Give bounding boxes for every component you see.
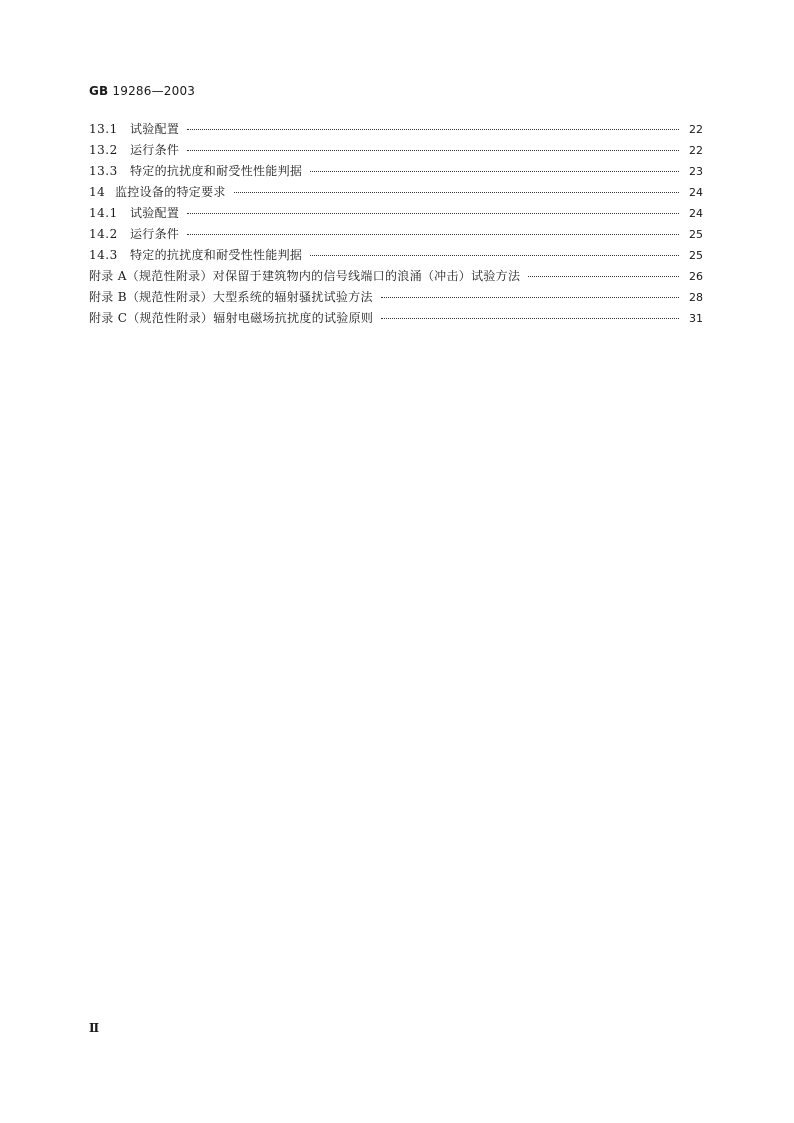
toc-entry[interactable]	[89, 140, 703, 161]
toc-entry[interactable]	[89, 161, 703, 182]
dot-leader	[234, 192, 679, 193]
toc-entry-page: 24	[689, 207, 703, 220]
toc-entry[interactable]	[89, 245, 703, 266]
toc-entry[interactable]	[89, 203, 703, 224]
standard-number: 19286—2003	[112, 84, 196, 98]
toc-entry-page: 28	[689, 291, 703, 304]
dot-leader	[187, 150, 679, 151]
toc-entry-page: 25	[689, 249, 703, 262]
toc-entry-number: 13.1	[89, 122, 118, 136]
toc-entry-page: 22	[689, 144, 703, 157]
toc-entry-title: 附录 B（规范性附录）大型系统的辐射骚扰试验方法	[89, 290, 373, 304]
dot-leader	[381, 318, 679, 319]
page-number-footer: Ⅱ	[89, 1021, 100, 1035]
toc-entry-page: 25	[689, 228, 703, 241]
standard-prefix: GB	[89, 84, 109, 98]
dot-leader	[187, 129, 679, 130]
toc-entry-annex-a[interactable]	[89, 266, 703, 287]
dot-leader	[381, 297, 679, 298]
toc-entry-title: 特定的抗扰度和耐受性性能判据	[130, 248, 303, 262]
toc-entry[interactable]	[89, 224, 703, 245]
dot-leader	[187, 234, 679, 235]
document-header	[89, 84, 195, 98]
toc-entry-page: 24	[689, 186, 703, 199]
toc-entry-page: 22	[689, 123, 703, 136]
toc-entry-annex-c[interactable]	[89, 308, 703, 329]
toc-entry-number: 14.3	[89, 248, 118, 262]
toc-entry-number: 13.2	[89, 143, 118, 157]
toc-entry[interactable]	[89, 119, 703, 140]
toc-entry-number: 14.1	[89, 206, 118, 220]
table-of-contents	[89, 119, 703, 329]
toc-entry-number: 14	[89, 185, 106, 199]
dot-leader	[310, 255, 679, 256]
toc-entry-number: 14.2	[89, 227, 118, 241]
toc-entry-title: 特定的抗扰度和耐受性性能判据	[130, 164, 303, 178]
toc-entry-page: 31	[689, 312, 703, 325]
toc-entry-title: 运行条件	[130, 143, 180, 157]
toc-entry-page: 26	[689, 270, 703, 283]
toc-entry-title: 试验配置	[130, 122, 180, 136]
dot-leader	[310, 171, 679, 172]
toc-entry-title: 附录 C（规范性附录）辐射电磁场抗扰度的试验原则	[89, 311, 374, 325]
toc-entry-page: 23	[689, 165, 703, 178]
toc-entry-title: 附录 A（规范性附录）对保留于建筑物内的信号线端口的浪涌（冲击）试验方法	[89, 269, 521, 283]
toc-entry-title: 监控设备的特定要求	[115, 185, 226, 199]
dot-leader	[187, 213, 679, 214]
toc-entry-annex-b[interactable]	[89, 287, 703, 308]
toc-entry[interactable]	[89, 182, 703, 203]
toc-entry-number: 13.3	[89, 164, 118, 178]
toc-entry-title: 试验配置	[130, 206, 180, 220]
dot-leader	[528, 276, 679, 277]
toc-entry-title: 运行条件	[130, 227, 180, 241]
